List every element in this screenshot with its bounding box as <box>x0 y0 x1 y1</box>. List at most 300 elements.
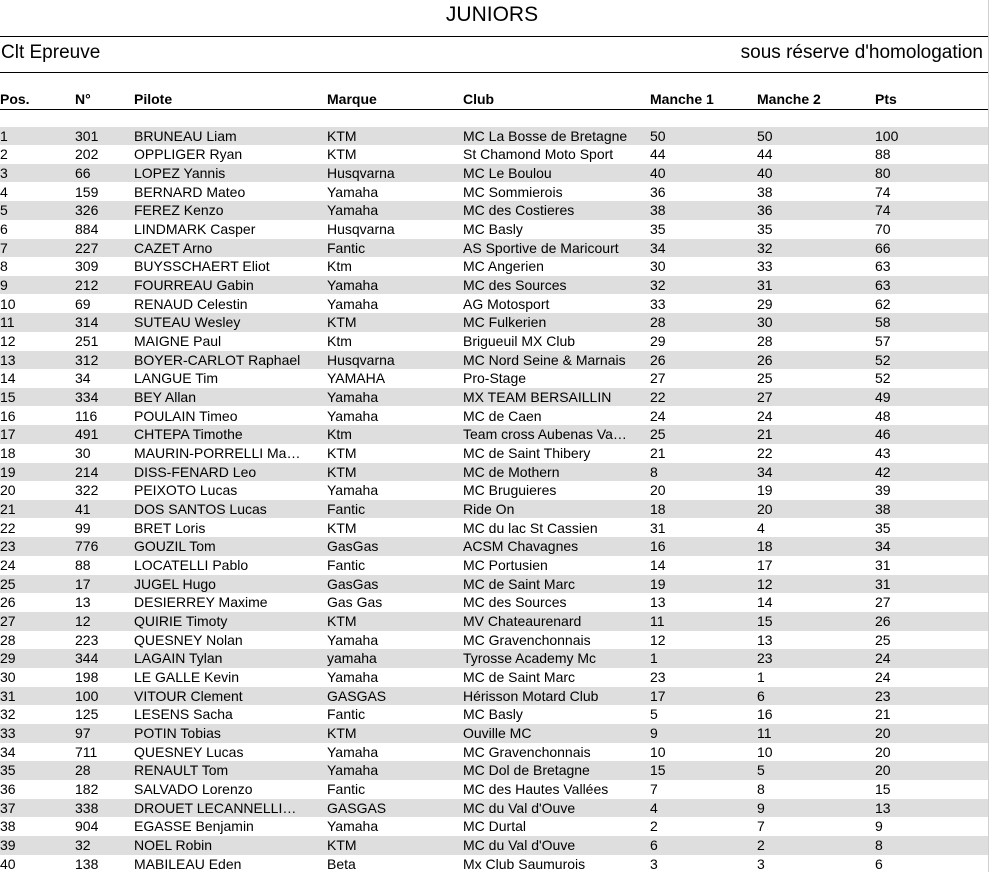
table-row <box>0 127 988 146</box>
cell-marque: Ktm <box>327 426 352 443</box>
cell-number: 312 <box>75 351 99 368</box>
table-row <box>0 687 988 706</box>
cell-number: 212 <box>75 276 99 293</box>
cell-manche-2: 11 <box>757 724 772 741</box>
cell-points: 66 <box>875 239 891 256</box>
cell-points: 26 <box>875 612 891 629</box>
cell-pos: 13 <box>0 351 16 368</box>
cell-club: MC de Mothern <box>463 463 560 480</box>
cell-pilote: BRUNEAU Liam <box>134 127 237 144</box>
divider-top <box>0 36 988 37</box>
cell-manche-1: 20 <box>650 482 666 499</box>
cell-manche-1: 16 <box>650 538 666 555</box>
table-row <box>0 295 988 314</box>
cell-pos: 22 <box>0 519 16 536</box>
cell-number: 17 <box>75 575 91 592</box>
table-row <box>0 556 988 575</box>
cell-manche-1: 36 <box>650 183 666 200</box>
cell-manche-2: 6 <box>757 687 765 704</box>
cell-number: 32 <box>75 836 91 853</box>
cell-club: AS Sportive de Maricourt <box>463 239 619 256</box>
cell-number: 66 <box>75 164 91 181</box>
cell-pilote: PEIXOTO Lucas <box>134 482 238 499</box>
cell-manche-2: 16 <box>757 706 773 723</box>
cell-pos: 33 <box>0 724 16 741</box>
cell-pilote: QUIRIE Timoty <box>134 612 228 629</box>
cell-club: MC Dol de Bretagne <box>463 762 590 779</box>
cell-number: 198 <box>75 668 99 685</box>
table-row <box>0 313 988 332</box>
cell-pilote: FEREZ Kenzo <box>134 202 224 219</box>
cell-marque: Yamaha <box>327 818 379 835</box>
cell-points: 70 <box>875 220 891 237</box>
cell-pilote: SUTEAU Wesley <box>134 314 241 331</box>
cell-manche-1: 38 <box>650 202 666 219</box>
cell-club: Ouville MC <box>463 724 532 741</box>
page-title: JUNIORS <box>445 3 539 26</box>
cell-manche-2: 5 <box>757 762 765 779</box>
cell-marque: Yamaha <box>327 295 379 312</box>
cell-manche-2: 36 <box>757 202 773 219</box>
table-row <box>0 369 988 388</box>
table-row <box>0 836 988 855</box>
table-row <box>0 631 988 650</box>
cell-pilote: DOS SANTOS Lucas <box>134 500 267 517</box>
cell-manche-2: 20 <box>757 500 773 517</box>
cell-pos: 17 <box>0 426 16 443</box>
cell-manche-2: 35 <box>757 220 773 237</box>
cell-club: MC des Costieres <box>463 202 575 219</box>
cell-pos: 5 <box>0 202 8 219</box>
cell-marque: Husqvarna <box>327 164 395 181</box>
cell-club: MC Gravenchonnais <box>463 743 591 760</box>
cell-manche-1: 26 <box>650 351 666 368</box>
cell-number: 34 <box>75 370 91 387</box>
cell-manche-2: 22 <box>757 444 773 461</box>
cell-number: 314 <box>75 314 99 331</box>
header-manche-1: Manche 1 <box>650 91 714 107</box>
cell-number: 334 <box>75 388 99 405</box>
cell-number: 904 <box>75 818 99 835</box>
cell-points: 74 <box>875 202 891 219</box>
cell-manche-2: 33 <box>757 258 773 275</box>
cell-pos: 15 <box>0 388 16 405</box>
cell-club: MC du Val d'Ouve <box>463 799 576 816</box>
cell-club: Team cross Aubenas Va… <box>463 426 627 443</box>
table-row <box>0 463 988 482</box>
cell-points: 38 <box>875 500 891 517</box>
cell-number: 322 <box>75 482 99 499</box>
cell-marque: Fantic <box>327 706 366 723</box>
cell-pos: 40 <box>0 855 16 872</box>
table-row <box>0 668 988 687</box>
cell-club: MC Basly <box>463 706 523 723</box>
table-header <box>0 90 988 109</box>
cell-pos: 23 <box>0 538 16 555</box>
cell-club: MC des Sources <box>463 594 567 611</box>
cell-pilote: GOUZIL Tom <box>134 538 216 555</box>
cell-manche-2: 31 <box>757 276 773 293</box>
cell-points: 25 <box>875 631 891 648</box>
cell-manche-1: 30 <box>650 258 666 275</box>
cell-points: 21 <box>875 706 891 723</box>
cell-marque: Yamaha <box>327 743 379 760</box>
cell-pos: 36 <box>0 780 16 797</box>
cell-manche-1: 40 <box>650 164 666 181</box>
cell-pos: 16 <box>0 407 16 424</box>
cell-manche-2: 25 <box>757 370 773 387</box>
cell-pilote: DESIERREY Maxime <box>134 594 268 611</box>
cell-manche-2: 21 <box>757 426 773 443</box>
cell-club: MC du Val d'Ouve <box>463 836 576 853</box>
cell-club: Mx Club Saumurois <box>463 855 586 872</box>
cell-pos: 4 <box>0 183 8 200</box>
table-row <box>0 444 988 463</box>
table-row <box>0 145 988 164</box>
cell-club: MC du lac St Cassien <box>463 519 598 536</box>
cell-pos: 7 <box>0 239 8 256</box>
cell-points: 52 <box>875 351 891 368</box>
cell-club: MC Gravenchonnais <box>463 631 591 648</box>
cell-pilote: LAGAIN Tylan <box>134 650 223 667</box>
cell-points: 62 <box>875 295 891 312</box>
cell-pos: 25 <box>0 575 16 592</box>
header-pilote: Pilote <box>134 91 173 107</box>
cell-club: MC des Sources <box>463 276 567 293</box>
cell-points: 31 <box>875 575 891 592</box>
cell-pos: 14 <box>0 370 16 387</box>
cell-pilote: NOEL Robin <box>134 836 213 853</box>
cell-number: 711 <box>75 743 98 760</box>
cell-pilote: BRET Loris <box>134 519 206 536</box>
cell-pilote: POTIN Tobias <box>134 724 221 741</box>
cell-points: 74 <box>875 183 891 200</box>
cell-pilote: LOCATELLI Pablo <box>134 556 249 573</box>
table-row <box>0 761 988 780</box>
cell-number: 138 <box>75 855 99 872</box>
cell-pos: 30 <box>0 668 16 685</box>
cell-manche-1: 14 <box>650 556 666 573</box>
cell-number: 202 <box>75 146 99 163</box>
cell-club: MC Fulkerien <box>463 314 547 331</box>
cell-marque: Ktm <box>327 258 352 275</box>
cell-manche-1: 24 <box>650 407 666 424</box>
cell-pos: 3 <box>0 164 8 181</box>
table-row <box>0 537 988 556</box>
cell-marque: KTM <box>327 519 357 536</box>
cell-pilote: CHTEPA Timothe <box>134 426 243 443</box>
cell-marque: Fantic <box>327 556 366 573</box>
cell-number: 227 <box>75 239 99 256</box>
cell-marque: Fantic <box>327 780 366 797</box>
cell-pilote: CAZET Arno <box>134 239 213 256</box>
cell-manche-2: 9 <box>757 799 765 816</box>
cell-manche-2: 27 <box>757 388 773 405</box>
cell-club: St Chamond Moto Sport <box>463 146 614 163</box>
header-club: Club <box>463 91 495 107</box>
cell-marque: GASGAS <box>327 687 387 704</box>
cell-club: MC Basly <box>463 220 523 237</box>
cell-club: MC Portusien <box>463 556 548 573</box>
cell-pilote: QUESNEY Lucas <box>134 743 244 760</box>
cell-pilote: BOYER-CARLOT Raphael <box>134 351 301 368</box>
cell-manche-2: 29 <box>757 295 773 312</box>
cell-pilote: MAIGNE Paul <box>134 332 222 349</box>
cell-pilote: LOPEZ Yannis <box>134 164 226 181</box>
cell-club: MC de Saint Thibery <box>463 444 591 461</box>
cell-manche-1: 19 <box>650 575 666 592</box>
table-row <box>0 257 988 276</box>
cell-marque: Yamaha <box>327 202 379 219</box>
cell-manche-1: 25 <box>650 426 666 443</box>
cell-number: 116 <box>75 407 98 424</box>
cell-pilote: LANGUE Tim <box>134 370 219 387</box>
cell-marque: Fantic <box>327 500 366 517</box>
cell-marque: Yamaha <box>327 388 379 405</box>
cell-pos: 31 <box>0 687 16 704</box>
cell-manche-2: 32 <box>757 239 773 256</box>
table-row <box>0 649 988 668</box>
cell-manche-2: 15 <box>757 612 773 629</box>
cell-manche-2: 13 <box>757 631 773 648</box>
table-row <box>0 481 988 500</box>
cell-pilote: QUESNEY Nolan <box>134 631 243 648</box>
table-row <box>0 425 988 444</box>
cell-pos: 20 <box>0 482 16 499</box>
table-row <box>0 351 988 370</box>
cell-manche-2: 7 <box>757 818 765 835</box>
cell-club: MC de Saint Marc <box>463 575 576 592</box>
cell-points: 63 <box>875 276 891 293</box>
table-row <box>0 500 988 519</box>
right-edge-line <box>988 0 989 872</box>
cell-manche-1: 1 <box>650 650 658 667</box>
cell-marque: KTM <box>327 836 357 853</box>
cell-manche-2: 3 <box>757 855 765 872</box>
cell-pos: 11 <box>0 314 15 331</box>
cell-points: 13 <box>875 799 891 816</box>
cell-marque: Fantic <box>327 239 366 256</box>
cell-pos: 10 <box>0 295 16 312</box>
cell-number: 338 <box>75 799 99 816</box>
cell-number: 88 <box>75 556 91 573</box>
cell-pos: 26 <box>0 594 16 611</box>
cell-club: MC Durtal <box>463 818 527 835</box>
cell-points: 80 <box>875 164 891 181</box>
cell-manche-1: 27 <box>650 370 666 387</box>
cell-pilote: DROUET LECANNELLI… <box>134 799 297 816</box>
table-row <box>0 407 988 426</box>
cell-pilote: LINDMARK Casper <box>134 220 256 237</box>
cell-pos: 8 <box>0 258 8 275</box>
cell-marque: KTM <box>327 724 357 741</box>
cell-points: 27 <box>875 594 891 611</box>
cell-pos: 24 <box>0 556 16 573</box>
cell-marque: Gas Gas <box>327 594 383 611</box>
cell-points: 49 <box>875 388 891 405</box>
cell-pos: 19 <box>0 463 16 480</box>
cell-manche-1: 35 <box>650 220 666 237</box>
cell-pilote: MABILEAU Eden <box>134 855 242 872</box>
cell-manche-1: 15 <box>650 762 666 779</box>
cell-pos: 12 <box>0 332 16 349</box>
cell-manche-1: 22 <box>650 388 666 405</box>
table-row <box>0 743 988 762</box>
cell-manche-2: 44 <box>757 146 773 163</box>
cell-number: 125 <box>75 706 99 723</box>
cell-marque: KTM <box>327 463 357 480</box>
cell-marque: KTM <box>327 314 357 331</box>
cell-pos: 37 <box>0 799 16 816</box>
cell-pilote: POULAIN Timeo <box>134 407 238 424</box>
cell-manche-2: 50 <box>757 127 773 144</box>
cell-points: 43 <box>875 444 891 461</box>
cell-manche-1: 17 <box>650 687 666 704</box>
cell-manche-2: 30 <box>757 314 773 331</box>
cell-manche-2: 40 <box>757 164 773 181</box>
cell-manche-2: 23 <box>757 650 773 667</box>
cell-pilote: MAURIN-PORRELLI Ma… <box>134 444 301 461</box>
cell-manche-1: 9 <box>650 724 658 741</box>
cell-number: 301 <box>75 127 99 144</box>
cell-marque: YAMAHA <box>327 370 386 387</box>
table-row <box>0 220 988 239</box>
cell-pilote: BEY Allan <box>134 388 197 405</box>
cell-pos: 1 <box>0 127 8 144</box>
table-row <box>0 780 988 799</box>
table-row <box>0 705 988 724</box>
cell-number: 776 <box>75 538 99 555</box>
cell-marque: GASGAS <box>327 799 387 816</box>
ranking-label: Clt Epreuve <box>1 42 101 63</box>
cell-number: 223 <box>75 631 99 648</box>
cell-pos: 6 <box>0 220 8 237</box>
cell-points: 100 <box>875 127 899 144</box>
cell-pilote: RENAUD Celestin <box>134 295 248 312</box>
cell-pos: 35 <box>0 762 16 779</box>
cell-marque: KTM <box>327 612 357 629</box>
homologation-note: sous réserve d'homologation <box>740 42 983 63</box>
cell-points: 58 <box>875 314 891 331</box>
cell-manche-1: 31 <box>650 519 666 536</box>
cell-pilote: RENAULT Tom <box>134 762 229 779</box>
divider-middle <box>0 72 988 73</box>
cell-pos: 9 <box>0 276 8 293</box>
cell-number: 491 <box>75 426 99 443</box>
cell-pos: 32 <box>0 706 16 723</box>
cell-club: MC Nord Seine & Marnais <box>463 351 626 368</box>
table-row <box>0 276 988 295</box>
cell-club: Hérisson Motard Club <box>463 687 599 704</box>
cell-pilote: LESENS Sacha <box>134 706 233 723</box>
cell-marque: GasGas <box>327 538 379 555</box>
cell-pos: 34 <box>0 743 16 760</box>
cell-points: 63 <box>875 258 891 275</box>
cell-club: MC La Bosse de Bretagne <box>463 127 628 144</box>
cell-manche-1: 34 <box>650 239 666 256</box>
cell-number: 12 <box>75 612 91 629</box>
cell-number: 182 <box>75 780 99 797</box>
cell-number: 30 <box>75 444 91 461</box>
cell-number: 884 <box>75 220 99 237</box>
cell-marque: Yamaha <box>327 668 379 685</box>
cell-points: 46 <box>875 426 891 443</box>
cell-number: 326 <box>75 202 99 219</box>
cell-number: 99 <box>75 519 91 536</box>
table-row <box>0 593 988 612</box>
cell-manche-2: 24 <box>757 407 773 424</box>
header-manche-2: Manche 2 <box>757 91 821 107</box>
cell-manche-1: 3 <box>650 855 658 872</box>
cell-pos: 21 <box>0 500 16 517</box>
cell-pilote: DISS-FENARD Leo <box>134 463 257 480</box>
cell-points: 15 <box>875 780 891 797</box>
cell-manche-2: 34 <box>757 463 773 480</box>
cell-club: MC Le Boulou <box>463 164 552 181</box>
cell-marque: Yamaha <box>327 407 379 424</box>
table-row <box>0 519 988 538</box>
cell-club: Brigueuil MX Club <box>463 332 576 349</box>
cell-number: 309 <box>75 258 99 275</box>
cell-pilote: SALVADO Lorenzo <box>134 780 253 797</box>
cell-points: 20 <box>875 724 891 741</box>
header-number: N° <box>75 91 91 107</box>
cell-pos: 29 <box>0 650 16 667</box>
cell-club: AG Motosport <box>463 295 550 312</box>
cell-manche-1: 11 <box>650 612 665 629</box>
cell-pos: 18 <box>0 444 16 461</box>
cell-pilote: FOURREAU Gabin <box>134 276 254 293</box>
cell-marque: Yamaha <box>327 183 379 200</box>
cell-manche-2: 4 <box>757 519 765 536</box>
cell-number: 159 <box>75 183 99 200</box>
cell-manche-2: 12 <box>757 575 773 592</box>
cell-manche-1: 2 <box>650 818 658 835</box>
header-underline <box>0 109 988 110</box>
cell-manche-1: 10 <box>650 743 666 760</box>
cell-manche-2: 38 <box>757 183 773 200</box>
cell-pilote: VITOUR Clement <box>134 687 243 704</box>
header-points: Pts <box>875 91 897 107</box>
table-row <box>0 332 988 351</box>
cell-manche-2: 2 <box>757 836 765 853</box>
cell-pos: 27 <box>0 612 16 629</box>
cell-manche-1: 18 <box>650 500 666 517</box>
cell-marque: Yamaha <box>327 482 379 499</box>
header-marque: Marque <box>327 91 377 107</box>
cell-pilote: BUYSSCHAERT Eliot <box>134 258 270 275</box>
cell-number: 13 <box>75 594 91 611</box>
cell-points: 8 <box>875 836 883 853</box>
cell-marque: GasGas <box>327 575 379 592</box>
cell-number: 97 <box>75 724 91 741</box>
cell-manche-1: 12 <box>650 631 666 648</box>
cell-marque: Husqvarna <box>327 220 395 237</box>
cell-marque: KTM <box>327 127 357 144</box>
cell-pos: 2 <box>0 146 8 163</box>
cell-marque: KTM <box>327 444 357 461</box>
cell-manche-2: 26 <box>757 351 773 368</box>
cell-club: MC des Hautes Vallées <box>463 780 609 797</box>
cell-marque: Yamaha <box>327 631 379 648</box>
cell-number: 69 <box>75 295 91 312</box>
cell-pilote: BERNARD Mateo <box>134 183 246 200</box>
cell-manche-2: 19 <box>757 482 773 499</box>
table-row <box>0 817 988 836</box>
cell-manche-1: 13 <box>650 594 666 611</box>
cell-manche-1: 23 <box>650 668 666 685</box>
cell-marque: KTM <box>327 146 357 163</box>
